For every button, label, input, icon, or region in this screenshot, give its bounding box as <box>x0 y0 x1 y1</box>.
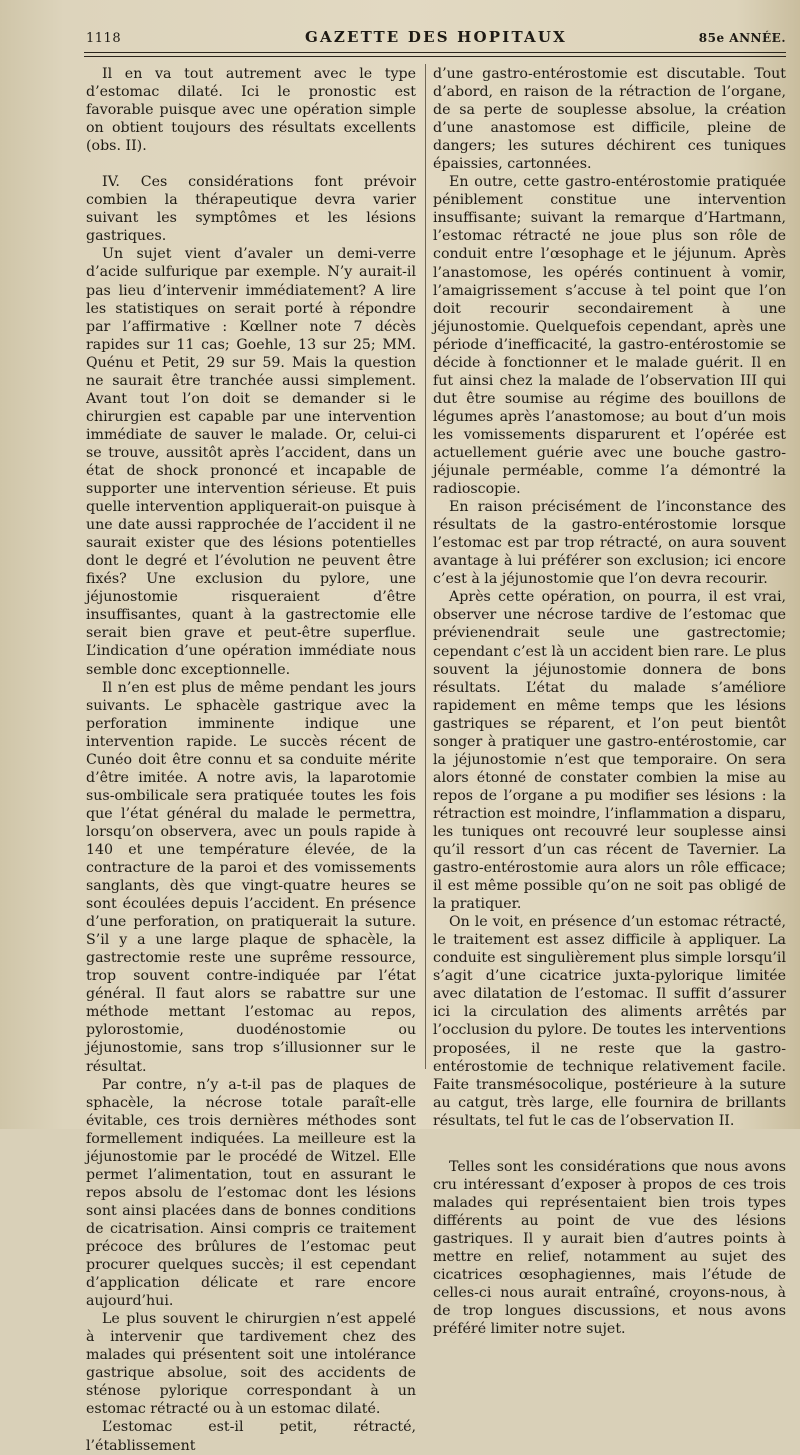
volume-year: 85e ANNÉE. <box>698 31 786 45</box>
paragraph: Un sujet vient d’avaler un demi-verre d’acide sulfurique par exemple. N’y aurait-il pas lieu d’intervenir immédiatement? A lire les statistiques on serait porté à répondre par l’affirmative : Kœllner note 7 décès rapides sur 11 cas; Goehle, 13 sur 25; MM. Quénu et Petit, 29 sur 59. Mais la question ne saurait être tranchée aussi simplement. Avant tout l’on doit se demander si le chirurgien est capable par une intervention immédiate de sauver le malade. Or, celui-ci se trouve, aussitôt après l’accident, dans un état de shock prononcé et incapable de supporter une intervention sérieuse. Et puis quelle intervention appliquerait-on puisque à une date aussi rapprochée de l’accident il ne saurait exister que des lésions potentielles dont le degré et l’évolution ne peuvent être fixés? Une exclusion du pylore, une jéjunostomie risqueraient d’être insuffisantes, quant à la gastrectomie elle serait bien grave et peut-être superflue. L’indication d’une opération immédiate nous semble donc exceptionnelle. <box>86 246 416 678</box>
paragraph: En raison précisément de l’inconstance des résultats de la gastro-entérostomie lorsque l’estomac est par trop rétracté, on aura souvent avantage à lui préférer son exclusion; ici encore c’est à la jéjunostomie que l’on devra recourir. <box>433 499 786 588</box>
paragraph: Il n’en est plus de même pendant les jours suivants. Le sphacèle gastrique avec la perforation imminente indique une intervention rapide. Le succès récent de Cunéo doit être connu et sa conduite mérite d’être imitée. A notre avis, la laparotomie sus-ombilicale sera pratiquée toutes les fois que l’état général du malade le permettra, lorsqu’on observera, avec un pouls rapide à 140 et une température élevée, de la contracture de la paroi et des vomissements sanglants, dès que vingt-quatre heures se sont écoulées depuis l’accident. En présence d’une perforation, on pratiquerait la suture. S’il y a une large plaque de sphacèle, la gastrectomie reste une suprême ressource, trop souvent contre-indiquée par l’état général. Il faut alors se rabattre sur une méthode mettant l’estomac au repos, pylorostomie, duodénostomie ou jéjunostomie, sans trop s’illusionner sur le résultat. <box>86 679 416 1075</box>
header-rule-bottom <box>84 56 786 57</box>
journal-title: GAZETTE DES HOPITAUX <box>304 28 567 46</box>
section-heading-paragraph: IV. Ces considérations font prévoir combien la thérapeutique devra varier suivant les symptômes et les lésions gastriques. <box>86 174 416 245</box>
paragraph: L’estomac est-il petit, rétracté, l’établissement <box>86 1419 416 1454</box>
right-column <box>433 65 786 1338</box>
conclusion-paragraph: Telles sont les considérations que nous avons cru intéressant d’exposer à propos de ces trois malades qui représentaient bien trois types différents au point de vue des lésions gastriques. Il y aurait bien d’autres points à mettre en relief, notamment au sujet des cicatrices œsophagiennes, mais l’étude de celles-ci nous aurait entraîné, croyons-nous, à de trop longues discussions, et nous avons préféré limiter notre sujet. <box>433 1158 786 1338</box>
paragraph: Après cette opération, on pourra, il est vrai, observer une nécrose tardive de l’estomac que prévienendrait seule une gastrectomie; cependant c’est là un accident bien rare. Le plus souvent la jéjunostomie donnera de bons résultats. L’état du malade s’améliore rapidement en même temps que les lésions gastriques se réparent, et l’on peut bientôt songer à pratiquer une gastro-entérostomie, car la jéjunostomie n’est que temporaire. On sera alors étonné de constater combien la mise au repos de l’organe a pu modifier ses lésions : la rétraction est moindre, l’inflammation a disparu, les tuniques ont recouvré leur souplesse ainsi qu’il ressort d’un cas récent de Tavernier. La gastro-entérostomie aura alors un rôle efficace; il est même possible qu’on ne soit pas obligé de la pratiquer. <box>433 589 786 913</box>
paragraph: Le plus souvent le chirurgien n’est appelé à intervenir que tardivement chez des malades qui présentent soit une intolérance gastrique absolue, soit des accidents de sténose pylorique correspondant à un estomac rétracté ou à un estomac dilaté. <box>86 1311 416 1418</box>
paragraph: On le voit, en présence d’un estomac rétracté, le traitement est assez difficile à appliquer. La conduite est singulièrement plus simple lorsqu’il s’agit d’une cicatrice juxta-pylorique limitée avec dilatation de l’estomac. Il suffit d’assurer ici la circulation des aliments arrêtés par l’occlusion du pylore. De toutes les interventions proposées, il ne reste que la gastro-entérostomie de technique relativement facile. Faite transmésocolique, postérieure à la suture au catgut, très large, elle fournira de brillants résultats, tel fut le cas de l’observation II. <box>433 914 786 1129</box>
paragraph: d’une gastro-entérostomie est discutable. Tout d’abord, en raison de la rétraction de l’organe, de sa perte de souplesse absolue, la création d’une anastomose est difficile, pleine de dangers; les sutures déchirent ces tuniques épaissies, cartonnées. <box>433 66 786 173</box>
header-rule-top <box>84 52 786 53</box>
paragraph: En outre, cette gastro-entérostomie pratiquée péniblement constitue une intervention insuffisante; suivant la remarque d’Hartmann, l’estomac rétracté ne joue plus son rôle de conduit entre l’œsophage et le jéjunum. Après l’anastomose, les opérés continuent à vomir, l’amaigrissement s’accuse à tel point que l’on doit recourir secondairement à une jéjunostomie. Quelquefois cependant, après une période d’inefficacité, la gastro-entérostomie se décide à fonctionner et le malade guérit. Il en fut ainsi chez la malade de l’observation III qui dut être soumise au régime des bouillons de légumes après l’anastomose; au bout d’un mois les vomissements disparurent et l’opérée est actuellement guérie avec une bouche gastro-jéjunale perméable, comme l’a démontré la radioscopie. <box>433 174 786 498</box>
paragraph: Il en va tout autrement avec le type d’estomac dilaté. Ici le pronostic est favorable puisque avec une opération simple on obtient toujours des résultats excellents (obs. II). <box>86 66 416 155</box>
paragraph: Par contre, n’y a-t-il pas de plaques de sphacèle, la nécrose totale paraît-elle évitable, ces trois dernières méthodes sont formellement indiquées. La meilleure est la jéjunostomie par le procédé de Witzel. Elle permet l’alimentation, tout en assurant le repos absolu de l’estomac dont les lésions sont ainsi placées dans de bonnes conditions de cicatrisation. Ainsi compris ce traitement précoce des brûlures de l’estomac peut procurer quelques succès; il est cependant d’application délicate et rare encore aujourd’hui. <box>86 1076 416 1310</box>
page-header <box>86 28 786 50</box>
column-divider <box>425 64 426 1069</box>
left-column <box>86 65 416 1455</box>
page-number: 1118 <box>86 31 122 46</box>
